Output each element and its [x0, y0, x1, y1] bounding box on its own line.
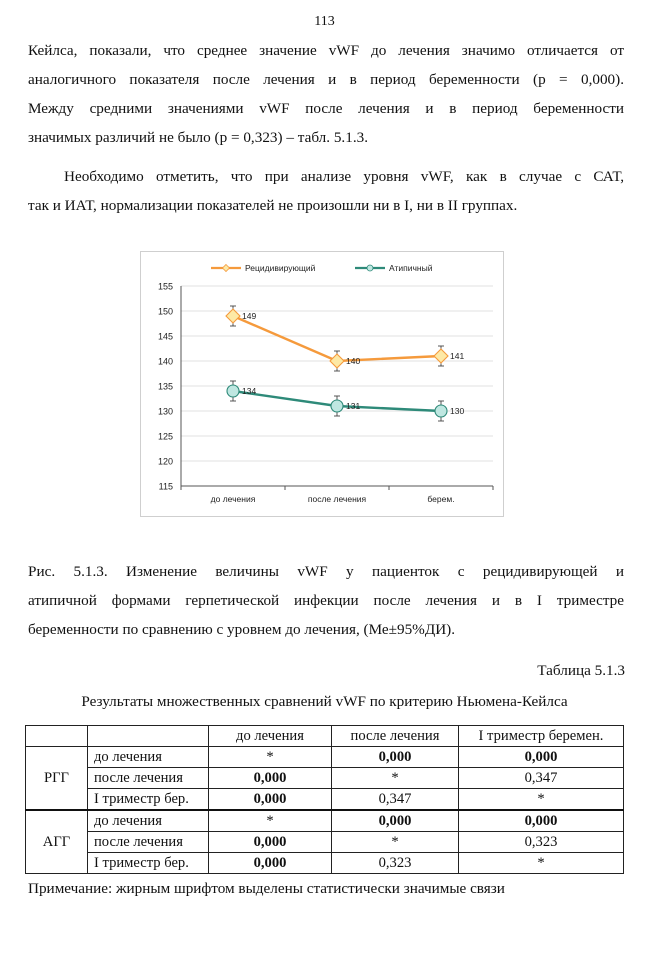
y-tick-label: 145 [157, 331, 173, 342]
legend-label: Атипичный [389, 263, 433, 273]
header-cell-empty [88, 726, 209, 747]
table-cell: 0,347 [332, 789, 459, 811]
y-tick-label: 130 [157, 406, 173, 417]
text-line: атипичной формами герпетической инфекции после лечения и в I триместре [28, 592, 624, 609]
text-line: беременности по сравнению с уровнем до лечения, (Ме±95%ДИ). [28, 621, 456, 638]
legend-marker [367, 265, 373, 271]
legend-label: Рецидивирующий [245, 263, 316, 273]
table-cell: * [209, 747, 332, 768]
table-row [26, 747, 624, 768]
paragraph-results [28, 36, 624, 152]
data-point [330, 354, 344, 368]
table-cell: 0,000 [459, 747, 624, 768]
data-label: 149 [242, 311, 257, 321]
text-line: Кейлса, показали, что среднее значение vWF до лечения значимо отличается от [28, 42, 624, 59]
table-title: Результаты множественных сравнений vWF по критерию Ньюмена-Кейлса [81, 693, 568, 710]
text-line: аналогичного показателя после лечения и в период беременности (р = 0,000). [28, 71, 624, 88]
data-point [227, 385, 239, 397]
y-tick-label: 115 [158, 481, 173, 492]
table-row [26, 768, 624, 789]
table-row [26, 832, 624, 853]
x-tick-label: до лечения [210, 494, 256, 504]
table-cell: 0,323 [459, 832, 624, 853]
y-tick-label: 125 [157, 431, 173, 442]
row-label: I триместр бер. [88, 789, 209, 811]
data-label: 140 [346, 356, 361, 366]
data-label: 141 [450, 351, 465, 361]
table-cell: * [459, 789, 624, 811]
paragraph-note [28, 162, 624, 220]
row-label: после лечения [88, 768, 209, 789]
data-label: 134 [242, 386, 257, 396]
table-row [26, 810, 624, 832]
table-cell: * [459, 853, 624, 874]
table-note: Примечание: жирным шрифтом выделены статистически значимые связи [28, 880, 505, 897]
data-label: 130 [450, 406, 465, 416]
table-number: Таблица 5.1.3 [537, 662, 625, 679]
text-line: Рис. 5.1.3. Изменение величины vWF у пациенток с рецидивирующей и [28, 563, 624, 580]
header-cell-empty [26, 726, 88, 747]
table-cell: 0,000 [332, 810, 459, 832]
table-header-row [26, 726, 624, 747]
table-cell: 0,000 [209, 768, 332, 789]
line-chart [140, 251, 504, 517]
table-cell: * [209, 810, 332, 832]
data-point [435, 405, 447, 417]
header-cell: I триместр беремен. [459, 726, 624, 747]
text-line: так и ИАТ, нормализации показателей не произошли ни в I, ни в II группах. [28, 197, 518, 214]
page-number: 113 [314, 14, 335, 29]
table-cell: 0,000 [209, 789, 332, 811]
legend-marker [223, 265, 230, 272]
x-tick-label: берем. [427, 494, 455, 504]
data-point [331, 400, 343, 412]
text-line: значимых различий не было (р = 0,323) – табл. 5.1.3. [28, 129, 369, 146]
row-label: до лечения [88, 747, 209, 768]
table-cell: 0,000 [332, 747, 459, 768]
table-cell: 0,323 [332, 853, 459, 874]
table-cell: * [332, 832, 459, 853]
header-cell: после лечения [332, 726, 459, 747]
y-tick-label: 150 [157, 306, 173, 317]
table-cell: 0,347 [459, 768, 624, 789]
y-tick-label: 140 [157, 356, 173, 367]
row-label: до лечения [88, 810, 209, 832]
row-label: I триместр бер. [88, 853, 209, 874]
table-cell: * [332, 768, 459, 789]
x-tick-label: после лечения [307, 494, 367, 504]
group-label: РГГ [26, 747, 88, 811]
y-tick-label: 120 [157, 456, 173, 467]
table-row [26, 853, 624, 874]
table-row [26, 789, 624, 811]
results-table [25, 725, 624, 874]
table-cell: 0,000 [459, 810, 624, 832]
chart-svg [141, 252, 503, 516]
y-tick-label: 135 [157, 381, 173, 392]
figure-caption [28, 557, 624, 644]
table-cell: 0,000 [209, 853, 332, 874]
table-cell: 0,000 [209, 832, 332, 853]
row-label: после лечения [88, 832, 209, 853]
data-label: 131 [346, 401, 361, 411]
header-cell: до лечения [209, 726, 332, 747]
group-label: АГГ [26, 810, 88, 874]
text-line: Необходимо отметить, что при анализе уровня vWF, как в случае с САТ, [64, 168, 624, 185]
text-line: Между средними значениями vWF после лечения и в период беременности [28, 100, 624, 117]
y-tick-label: 155 [157, 281, 173, 292]
